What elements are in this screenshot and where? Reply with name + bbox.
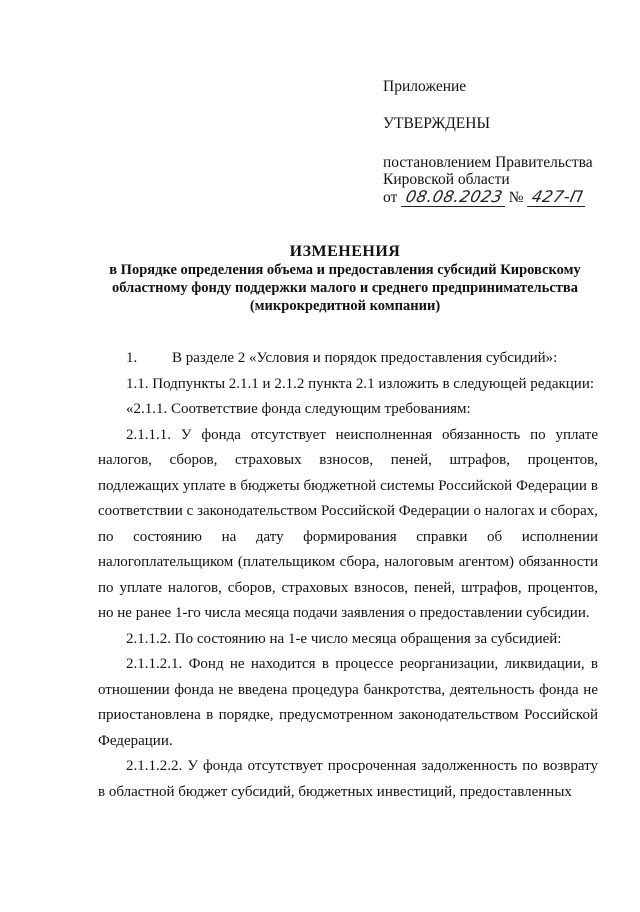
decree-date-line bbox=[383, 188, 623, 206]
item-1-text: В разделе 2 «Условия и порядок предоставления субсидий»: bbox=[172, 350, 558, 366]
decree-line-2: Кировской области bbox=[383, 171, 510, 188]
decree-line-1: постановлением Правительства bbox=[383, 154, 593, 171]
appendix-label: Приложение bbox=[383, 78, 467, 95]
approval-block bbox=[383, 78, 623, 206]
paragraph-2-1-1: «2.1.1. Соответствие фонда следующим требованиям: bbox=[126, 401, 471, 417]
document-body bbox=[98, 346, 598, 805]
item-1 bbox=[98, 346, 598, 372]
number-label: № bbox=[508, 189, 524, 206]
title-line-2: областному фонду поддержки малого и среднего предпринимательства bbox=[112, 280, 578, 296]
handwritten-date: 08.08.2023 bbox=[404, 187, 505, 206]
document-title bbox=[100, 243, 590, 315]
paragraph-1-1: 1.1. Подпункты 2.1.1 и 2.1.2 пункта 2.1 изложить в следующей редакции: bbox=[126, 375, 595, 392]
paragraph-2-1-1-1: 2.1.1.1. У фонда отсутствует неисполненная обязанность по уплате налогов, сборов, страховых взносов, пеней, штрафов, процентов, подлежащих уплате в бюджеты бюджетной системы Российской Федерации в соответствии с законодательством Российской Федерации о налогах и сборах, по состоянию на дату формирования справки об исполнении налогоплательщиком (плательщиком сбора, налоговым агентом) обязанности по уплате налогов, сборов, страховых взносов, пеней, штрафов, процентов, но не ранее 1-го числа месяца подачи заявления о предоставлении субсидии. bbox=[98, 426, 598, 621]
handwritten-number: 427-П bbox=[530, 187, 586, 206]
item-1-number: 1. bbox=[126, 350, 138, 366]
paragraph-2-1-1-2: 2.1.1.2. По состоянию на 1-е число месяца обращения за субсидией: bbox=[126, 630, 562, 647]
from-label: от bbox=[383, 189, 398, 206]
title-main: ИЗМЕНЕНИЯ bbox=[289, 243, 401, 260]
title-line-1: в Порядке определения объема и предоставления субсидий Кировскому bbox=[109, 262, 581, 278]
approved-label: УТВЕРЖДЕНЫ bbox=[383, 115, 490, 132]
paragraph-2-1-1-2-2: 2.1.1.2.2. У фонда отсутствует просроченная задолженность по возврату в областной бюджет субсидий, бюджетных инвестиций, предоставленных bbox=[98, 758, 598, 800]
paragraph-2-1-1-2-1: 2.1.1.2.1. Фонд не находится в процессе реорганизации, ликвидации, в отношении фонда не введена процедура банкротства, деятельность фонда не приостановлена в порядке, предусмотренном законодательством Российской Федерации. bbox=[98, 656, 598, 749]
title-line-3: (микрокредитной компании) bbox=[249, 298, 441, 314]
